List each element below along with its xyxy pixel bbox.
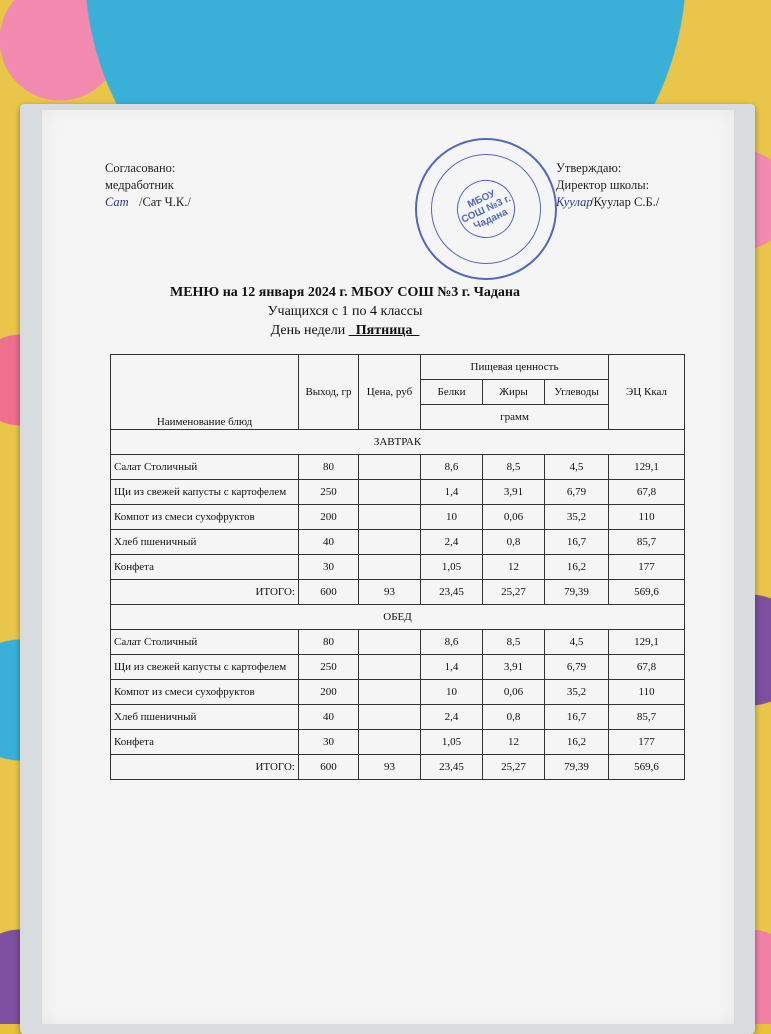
cell-carbs: 16,7	[545, 530, 609, 555]
cell-yield: 80	[299, 630, 359, 655]
cell-kcal: 110	[609, 680, 685, 705]
total-price: 93	[359, 755, 421, 780]
dish-name: Компот из смеси сухофруктов	[111, 680, 299, 705]
table-body	[111, 430, 685, 780]
table-row	[111, 705, 685, 730]
dish-name: Щи из свежей капусты с картофелем	[111, 655, 299, 680]
total-fat: 25,27	[483, 755, 545, 780]
col-yield: Выход, гр	[299, 355, 359, 430]
cell-carbs: 4,5	[545, 455, 609, 480]
stamp-text: МБОУ СОШ №3 г. Чадана	[447, 170, 524, 247]
cell-kcal: 85,7	[609, 705, 685, 730]
director-role: Директор школы:	[556, 178, 650, 192]
col-unit: грамм	[421, 405, 609, 430]
approved-label: Согласовано:	[105, 161, 176, 175]
table-row	[111, 480, 685, 505]
director-name: /Куулар С.Б./	[590, 195, 660, 209]
cell-fat: 0,8	[483, 530, 545, 555]
cell-price	[359, 530, 421, 555]
table-row	[111, 555, 685, 580]
total-label: ИТОГО:	[111, 755, 299, 780]
cell-price	[359, 630, 421, 655]
dish-name: Щи из свежей капусты с картофелем	[111, 480, 299, 505]
cell-fat: 8,5	[483, 455, 545, 480]
cell-carbs: 16,2	[545, 555, 609, 580]
cell-protein: 10	[421, 505, 483, 530]
cell-yield: 30	[299, 730, 359, 755]
director-signature-line	[556, 194, 659, 211]
cell-protein: 2,4	[421, 705, 483, 730]
cell-kcal: 129,1	[609, 630, 685, 655]
total-kcal: 569,6	[609, 580, 685, 605]
menu-subtitle: Учащихся с 1 по 4 классы	[267, 304, 423, 319]
cell-fat: 0,06	[483, 505, 545, 530]
table-header	[111, 355, 685, 430]
col-kcal: ЭЦ Ккал	[609, 355, 685, 430]
total-price: 93	[359, 580, 421, 605]
cell-protein: 8,6	[421, 455, 483, 480]
approval-block-left	[105, 160, 191, 211]
total-yield: 600	[299, 580, 359, 605]
cell-kcal: 67,8	[609, 480, 685, 505]
cell-yield: 80	[299, 455, 359, 480]
table-row	[111, 655, 685, 680]
weekday-value: _Пятница_	[348, 323, 420, 338]
cell-kcal: 177	[609, 555, 685, 580]
cell-kcal: 129,1	[609, 455, 685, 480]
cell-yield: 40	[299, 530, 359, 555]
cell-price	[359, 455, 421, 480]
approver-signature-line	[105, 194, 191, 211]
cell-yield: 250	[299, 655, 359, 680]
cell-protein: 1,05	[421, 730, 483, 755]
approver-role: медработник	[105, 178, 174, 192]
cell-fat: 0,8	[483, 705, 545, 730]
menu-title: МЕНЮ на 12 января 2024 г. МБОУ СОШ №3 г. Чадана	[169, 285, 520, 300]
total-kcal: 569,6	[609, 755, 685, 780]
col-nutrition: Пищевая ценность	[421, 355, 609, 380]
cell-protein: 1,05	[421, 555, 483, 580]
table-row	[111, 455, 685, 480]
cell-yield: 40	[299, 705, 359, 730]
cell-protein: 8,6	[421, 630, 483, 655]
cell-price	[359, 680, 421, 705]
dish-name: Конфета	[111, 730, 299, 755]
cell-fat: 12	[483, 555, 545, 580]
weekday-label: День недели	[270, 323, 349, 338]
col-protein: Белки	[421, 380, 483, 405]
cell-price	[359, 505, 421, 530]
table-row	[111, 680, 685, 705]
total-yield: 600	[299, 755, 359, 780]
cell-kcal: 67,8	[609, 655, 685, 680]
total-carbs: 79,39	[545, 580, 609, 605]
dish-name: Конфета	[111, 555, 299, 580]
cell-carbs: 35,2	[545, 505, 609, 530]
cell-carbs: 16,7	[545, 705, 609, 730]
col-dish: Наименование блюд	[111, 355, 299, 430]
cell-protein: 2,4	[421, 530, 483, 555]
cell-fat: 0,06	[483, 680, 545, 705]
cell-yield: 200	[299, 505, 359, 530]
cell-protein: 1,4	[421, 655, 483, 680]
cell-carbs: 6,79	[545, 655, 609, 680]
approve-label: Утверждаю:	[556, 161, 622, 175]
cell-price	[359, 705, 421, 730]
cell-protein: 10	[421, 680, 483, 705]
handwritten-signature: Куулар	[556, 195, 593, 209]
total-carbs: 79,39	[545, 755, 609, 780]
dish-name: Хлеб пшеничный	[111, 705, 299, 730]
col-fat: Жиры	[483, 380, 545, 405]
dish-name: Хлеб пшеничный	[111, 530, 299, 555]
total-protein: 23,45	[421, 580, 483, 605]
menu-table	[110, 354, 685, 780]
section-row	[111, 605, 685, 630]
cell-price	[359, 730, 421, 755]
menu-heading	[110, 283, 580, 340]
total-row	[111, 580, 685, 605]
cell-carbs: 16,2	[545, 730, 609, 755]
cell-protein: 1,4	[421, 480, 483, 505]
cell-price	[359, 480, 421, 505]
weekday-line	[110, 321, 580, 340]
dish-name: Салат Столичный	[111, 455, 299, 480]
cell-fat: 8,5	[483, 630, 545, 655]
table-row	[111, 630, 685, 655]
handwritten-signature: Сат	[105, 195, 129, 209]
cell-fat: 3,91	[483, 655, 545, 680]
cell-yield: 30	[299, 555, 359, 580]
col-price: Цена, руб	[359, 355, 421, 430]
total-label: ИТОГО:	[111, 580, 299, 605]
approver-name: /Сат Ч.К./	[139, 195, 191, 209]
cell-fat: 12	[483, 730, 545, 755]
section-title: ЗАВТРАК	[111, 430, 685, 455]
section-title: ОБЕД	[111, 605, 685, 630]
dish-name: Салат Столичный	[111, 630, 299, 655]
approval-block-right	[556, 160, 659, 211]
cell-carbs: 6,79	[545, 480, 609, 505]
cell-kcal: 85,7	[609, 530, 685, 555]
cell-carbs: 35,2	[545, 680, 609, 705]
cell-yield: 250	[299, 480, 359, 505]
total-row	[111, 755, 685, 780]
cell-price	[359, 655, 421, 680]
section-row	[111, 430, 685, 455]
cell-fat: 3,91	[483, 480, 545, 505]
cell-kcal: 110	[609, 505, 685, 530]
total-protein: 23,45	[421, 755, 483, 780]
table-row	[111, 530, 685, 555]
cell-kcal: 177	[609, 730, 685, 755]
col-carbs: Углеводы	[545, 380, 609, 405]
cell-carbs: 4,5	[545, 630, 609, 655]
cell-price	[359, 555, 421, 580]
total-fat: 25,27	[483, 580, 545, 605]
school-stamp	[415, 138, 557, 280]
table-row	[111, 505, 685, 530]
cell-yield: 200	[299, 680, 359, 705]
dish-name: Компот из смеси сухофруктов	[111, 505, 299, 530]
table-row	[111, 730, 685, 755]
